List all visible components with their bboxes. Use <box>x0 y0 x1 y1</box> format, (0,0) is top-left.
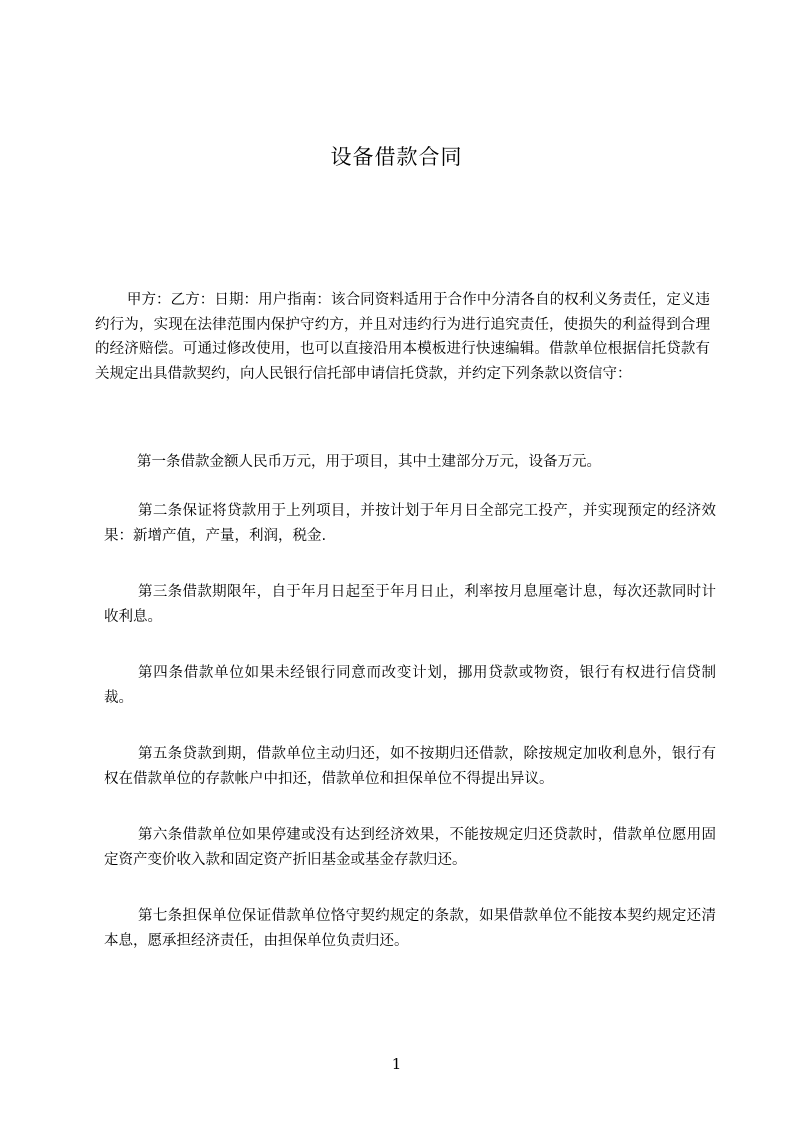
article-2-paragraph: 第二条保证将贷款用于上列项目，并按计划于年月日全部完工投产，并实现预定的经济效果：新增产值，产量，利润，税金. <box>104 503 716 544</box>
article-3-paragraph: 第三条借款期限年，自于年月日起至于年月日止，利率按月息厘毫计息，每次还款同时计收利息。 <box>104 584 716 625</box>
document-title: 设备借款合同 <box>330 145 463 169</box>
article-4-paragraph: 第四条借款单位如果未经银行同意而改变计划，挪用贷款或物资，银行有权进行信贷制裁。 <box>104 665 716 706</box>
article-6-paragraph: 第六条借款单位如果停建或没有达到经济效果，不能按规定归还贷款时，借款单位愿用固定资产变价收入款和固定资产折旧基金或基金存款归还。 <box>104 827 716 868</box>
article-1-paragraph: 第一条借款金额人民币万元，用于项目，其中土建部分万元，设备万元。 <box>137 454 601 470</box>
article-5-paragraph: 第五条贷款到期，借款单位主动归还，如不按期归还借款，除按规定加收利息外，银行有权在借款单位的存款帐户中扣还，借款单位和担保单位不得提出异议。 <box>104 746 716 787</box>
article-7-paragraph: 第七条担保单位保证借款单位恪守契约规定的条款，如果借款单位不能按本契约规定还清本息，愿承担经济责任，由担保单位负责归还。 <box>104 908 716 949</box>
page-number: 1 <box>391 1055 402 1073</box>
intro-paragraph: 甲方：乙方：日期：用户指南：该合同资料适用于合作中分清各自的权利义务责任，定义违约行为，实现在法律范围内保护守约方，并且对违约行为进行追究责任，使损失的利益得到合理的经济赔偿。可通过修改使用，也可以直接沿用本模板进行快速编辑。借款单位根据信托贷款有关规定出具借款契约，向人民银行信托部申请信托贷款，并约定下列条款以资信守： <box>95 292 710 382</box>
